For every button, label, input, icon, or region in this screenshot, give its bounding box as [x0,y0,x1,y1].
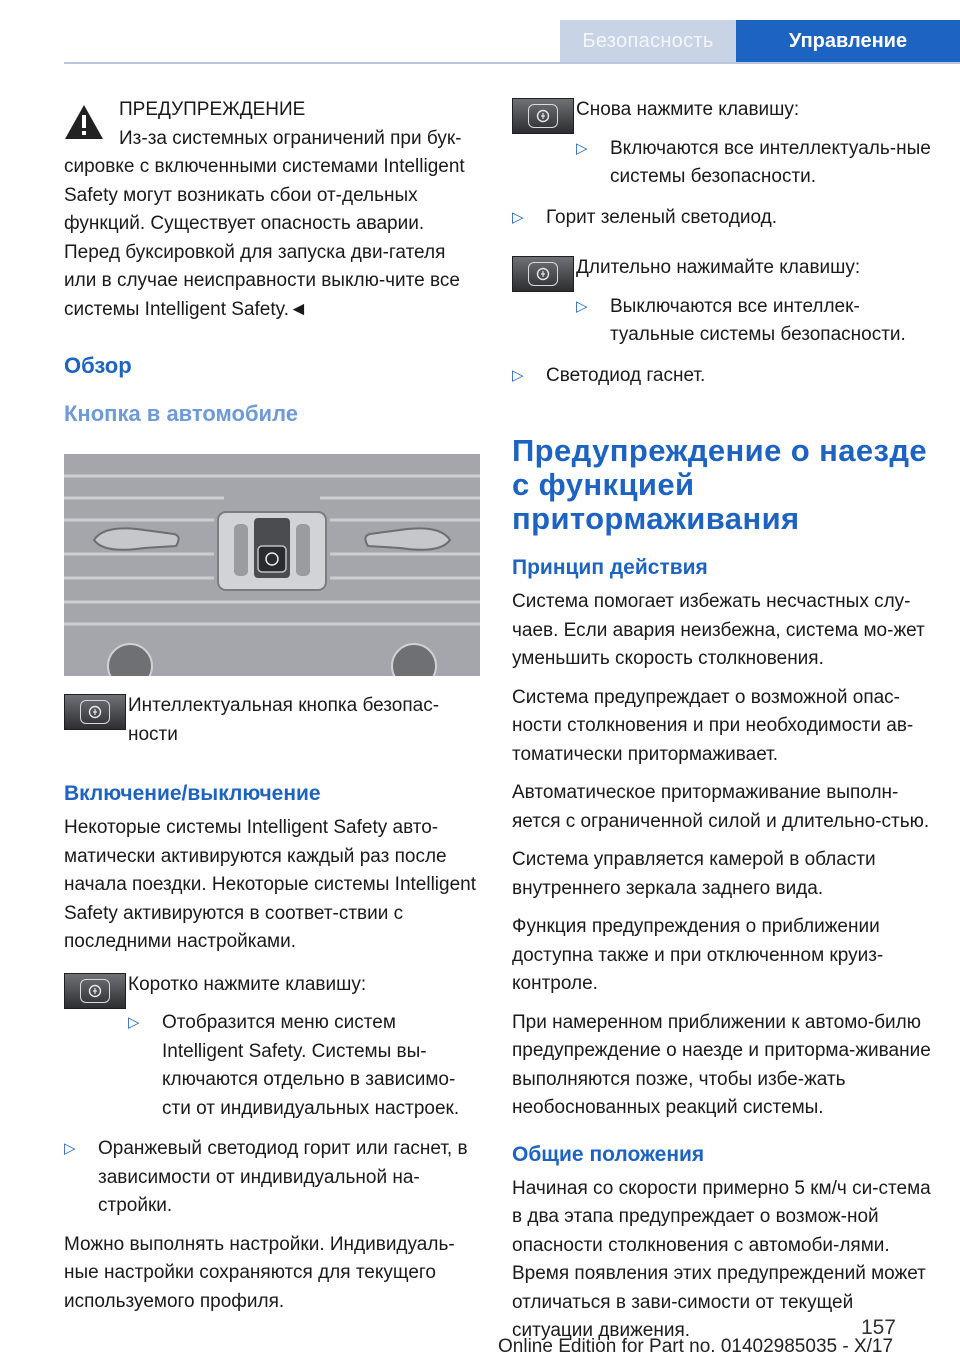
on-off-heading: Включение/выключение [64,782,321,805]
long-press-text: Длительно нажимайте клавишу: [576,257,861,278]
right-column [512,96,932,1356]
warning-triangle-icon [64,104,104,140]
button-in-car-heading: Кнопка в автомобиле [64,401,298,426]
orange-led-bullet-text: Оранжевый светодиод горит или гаснет, в зависимости от индивидуальной на-стройки. [98,1138,468,1216]
settings-text: Можно выполнять настройки. Индивидуаль-ные настройки сохраняются для текущего используемого профиля. [64,1233,455,1312]
intelligent-safety-button-icon [64,694,126,730]
on-off-text: Некоторые системы Intelligent Safety авто-матически активируются каждый раз после начала поездки. Некоторые системы Intelligent Safety активируются в соответ-ствии с последними настройками. [64,817,476,952]
intelligent-safety-button-icon [512,256,574,292]
short-press-row [64,971,480,1124]
again-press-text: Снова нажмите клавишу: [576,99,800,120]
dashboard-photo [64,454,480,676]
orange-led-bullet [64,1135,480,1221]
button-caption-row [64,692,480,754]
bullet-triangle-icon: ▷ [576,139,588,157]
tab-safety[interactable]: Безопасность [560,20,736,62]
overview-heading: Обзор [64,353,132,378]
button-caption: Интеллектуальная кнопка безопас-ности [128,695,440,745]
collision-warning-heading: Предупреждение о наезде с функцией притормаживания [512,433,928,536]
dashboard-illustration [64,454,480,676]
page-number: 157 [860,1316,896,1339]
left-column [64,96,480,1326]
principle-paragraph-5: Функция предупреждения о приближении доступна также и при отключенном круиз-контроле. [512,916,884,994]
led-off-bullet-text: Светодиод гаснет. [546,364,706,386]
warning-block [64,96,480,324]
principle-paragraph-2: Система предупреждает о возможной опас-ности столкновения и при необходимости ав-томатически притормаживает. [512,686,914,765]
long-press-bullet [576,293,932,350]
green-led-bullet [512,204,932,233]
short-press-bullet [128,1009,480,1123]
long-press-row [512,254,932,350]
bullet-triangle-icon: ▷ [512,208,524,226]
green-led-bullet-text: Горит зеленый светодиод. [546,206,778,228]
principle-paragraph-1: Система помогает избежать несчастных слу-чаев. Если авария неизбежна, система мо-жет уменьшить скорость столкновения. [512,591,925,669]
intelligent-safety-button-icon [64,973,126,1009]
general-text: Начиная со скорости примерно 5 км/ч си-стема в два этапа предупреждает о возмож-ной опасности столкновения с автомоби-лями. Время появления этих предупреждений может отличаться в зави-симости от текущей ситуации движения. [512,1177,931,1341]
principle-paragraph-6: При намеренном приближении к автомо-билю предупреждение о наезде и притормa-живание выполняются позже, чтобы избе-жать необоснованных реакций системы. [512,1011,931,1118]
principle-heading: Принцип действия [512,556,708,579]
bullet-triangle-icon: ▷ [128,1014,140,1031]
short-press-bullet-text: Отобразится меню систем Intelligent Safety. Системы вы-ключаются отдельно в зависимо-сти от индивидуальных настроек. [162,1012,460,1119]
edition-line: Online Edition for Part no. 01402985035 - X/17 [498,1336,894,1357]
tab-controls[interactable]: Управление [736,20,960,62]
warning-text: сировке с включенными системами Intelligent Safety могут возникать сбои от-дельных функций. Существует опасность аварии. Перед буксировкой для запуска дви-гателя или в случае неисправности выклю-чите все системы Intelligent Safety.◄ [64,156,465,320]
principle-paragraph-3: Автоматическое притормаживание выполн-яется с ограниченной силой и длительно-стью. [512,782,930,832]
again-press-bullet [576,135,932,192]
bullet-triangle-icon: ▷ [64,1140,76,1157]
warning-title: ПРЕДУПРЕЖДЕНИЕ [119,99,306,120]
again-press-bullet-text: Включаются все интеллектуаль-ные системы безопасности. [610,137,931,187]
again-press-row [512,96,932,192]
led-off-bullet [512,362,932,391]
principle-paragraph-4: Система управляется камерой в области внутреннего зеркала заднего вида. [512,849,876,899]
header-bar [64,0,960,64]
bullet-triangle-icon: ▷ [512,366,524,384]
bullet-triangle-icon: ▷ [576,297,588,315]
general-heading: Общие положения [512,1142,705,1166]
intelligent-safety-button-icon [512,98,574,134]
warning-text-first-line: Из-за системных ограничений при бук- [119,127,462,149]
long-press-bullet-text: Выключаются все интеллек-туальные системы безопасности. [610,295,906,345]
short-press-text: Коротко нажмите клавишу: [128,973,367,995]
